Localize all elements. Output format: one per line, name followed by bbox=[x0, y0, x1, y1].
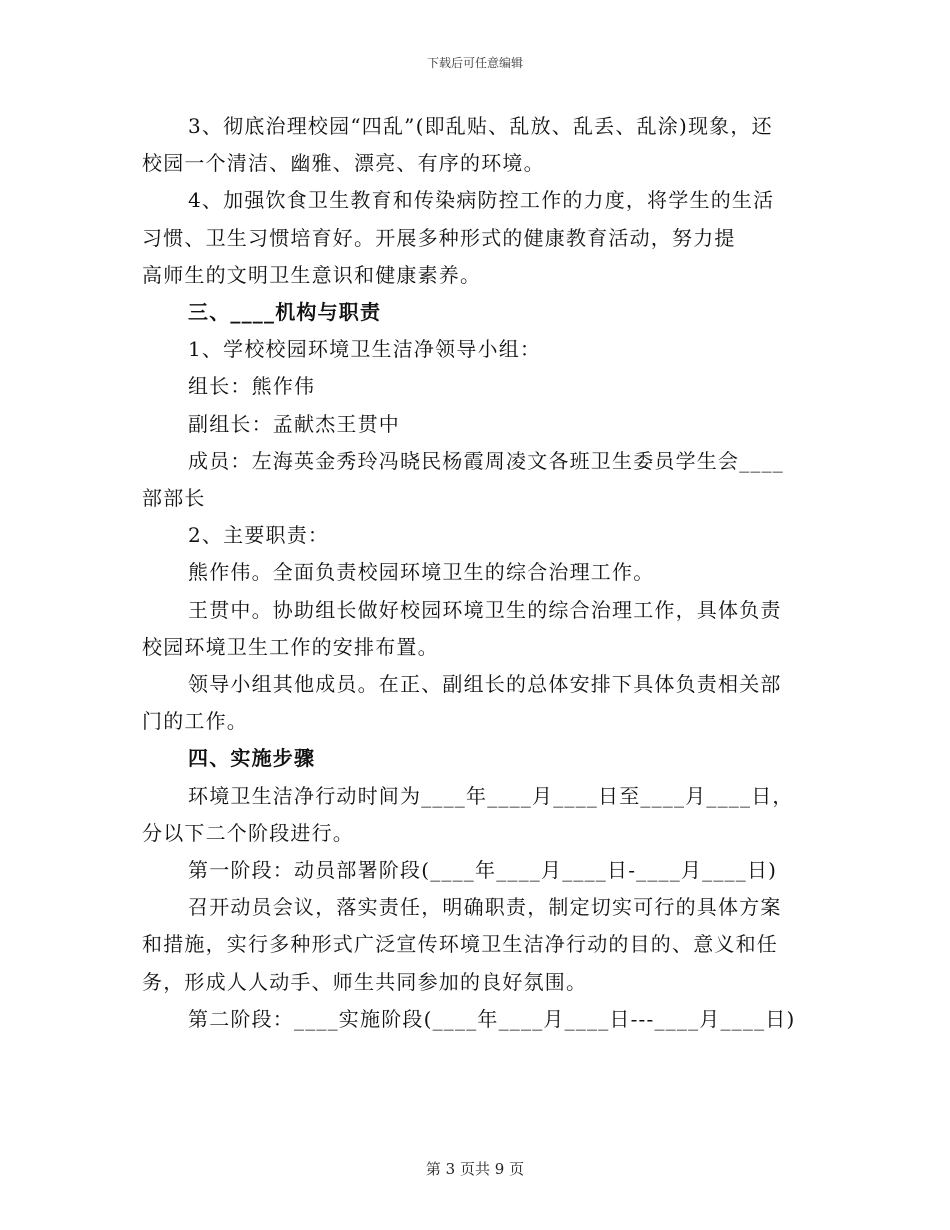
paragraph-leader: 组长：熊作伟 bbox=[188, 374, 316, 399]
paragraph-item-3: 3、彻底治理校园“四乱”(即乱贴、乱放、乱丢、乱涂)现象，还 bbox=[188, 114, 773, 138]
paragraph-phase-1: 第一阶段：动员部署阶段(____年____月____日-____月____日) bbox=[188, 858, 778, 883]
paragraph-duty-wang: 王贯中。协助组长做好校园环境卫生的综合治理工作，具体负责 bbox=[188, 597, 782, 622]
paragraph-phase-1-desc-cont: 和措施，实行多种形式广泛宣传环境卫生洁净行动的目的、意义和任 bbox=[142, 932, 778, 957]
paragraph-duty-others: 领导小组其他成员。在正、副组长的总体安排下具体负责相关部 bbox=[188, 672, 782, 697]
paragraph-members-cont: 部部长 bbox=[142, 486, 206, 511]
paragraph-members: 成员：左海英金秀玲冯晓民杨霞周凌文各班卫生委员学生会____ bbox=[188, 448, 784, 473]
page-header: 下载后可任意编辑 bbox=[426, 56, 523, 70]
page-footer: 第 3 页共 9 页 bbox=[425, 1160, 525, 1178]
paragraph-item-4-cont: 习惯、卫生习惯培育好。开展多种形式的健康教育活动，努力提 bbox=[142, 225, 736, 250]
section-heading-3: 三、____机构与职责 bbox=[188, 300, 382, 325]
document-body bbox=[142, 108, 812, 1038]
paragraph-duty-xiong: 熊作伟。全面负责校园环境卫生的综合治理工作。 bbox=[188, 560, 655, 585]
paragraph-item-4: 4、加强饮食卫生教育和传染病防控工作的力度，将学生的生活 bbox=[188, 188, 775, 213]
section-heading-4: 四、实施步骤 bbox=[188, 746, 316, 771]
paragraph-item-4-cont2: 高师生的文明卫生意识和健康素养。 bbox=[142, 262, 482, 287]
paragraph-schedule: 环境卫生洁净行动时间为____年____月____日至____月____日， bbox=[188, 783, 794, 808]
paragraph-leadership-group: 1、学校校园环境卫生洁净领导小组： bbox=[188, 337, 542, 362]
paragraph-deputy-leader: 副组长：孟献杰王贯中 bbox=[188, 411, 400, 436]
paragraph-duty-wang-cont: 校园环境卫生工作的安排布置。 bbox=[142, 634, 439, 659]
paragraph-duty-others-cont: 门的工作。 bbox=[142, 709, 248, 734]
paragraph-item-3-cont: 校园一个清洁、幽雅、漂亮、有序的环境。 bbox=[142, 151, 545, 176]
paragraph-phase-1-desc: 召开动员会议，落实责任，明确职责，制定切实可行的具体方案 bbox=[188, 895, 782, 920]
paragraph-main-duties: 2、主要职责： bbox=[188, 523, 330, 548]
paragraph-schedule-cont: 分以下二个阶段进行。 bbox=[142, 820, 354, 845]
paragraph-phase-2: 第二阶段：____实施阶段(____年____月____日---____月____日) bbox=[188, 1006, 796, 1031]
paragraph-phase-1-desc-cont2: 务，形成人人动手、师生共同参加的良好氛围。 bbox=[142, 969, 588, 994]
